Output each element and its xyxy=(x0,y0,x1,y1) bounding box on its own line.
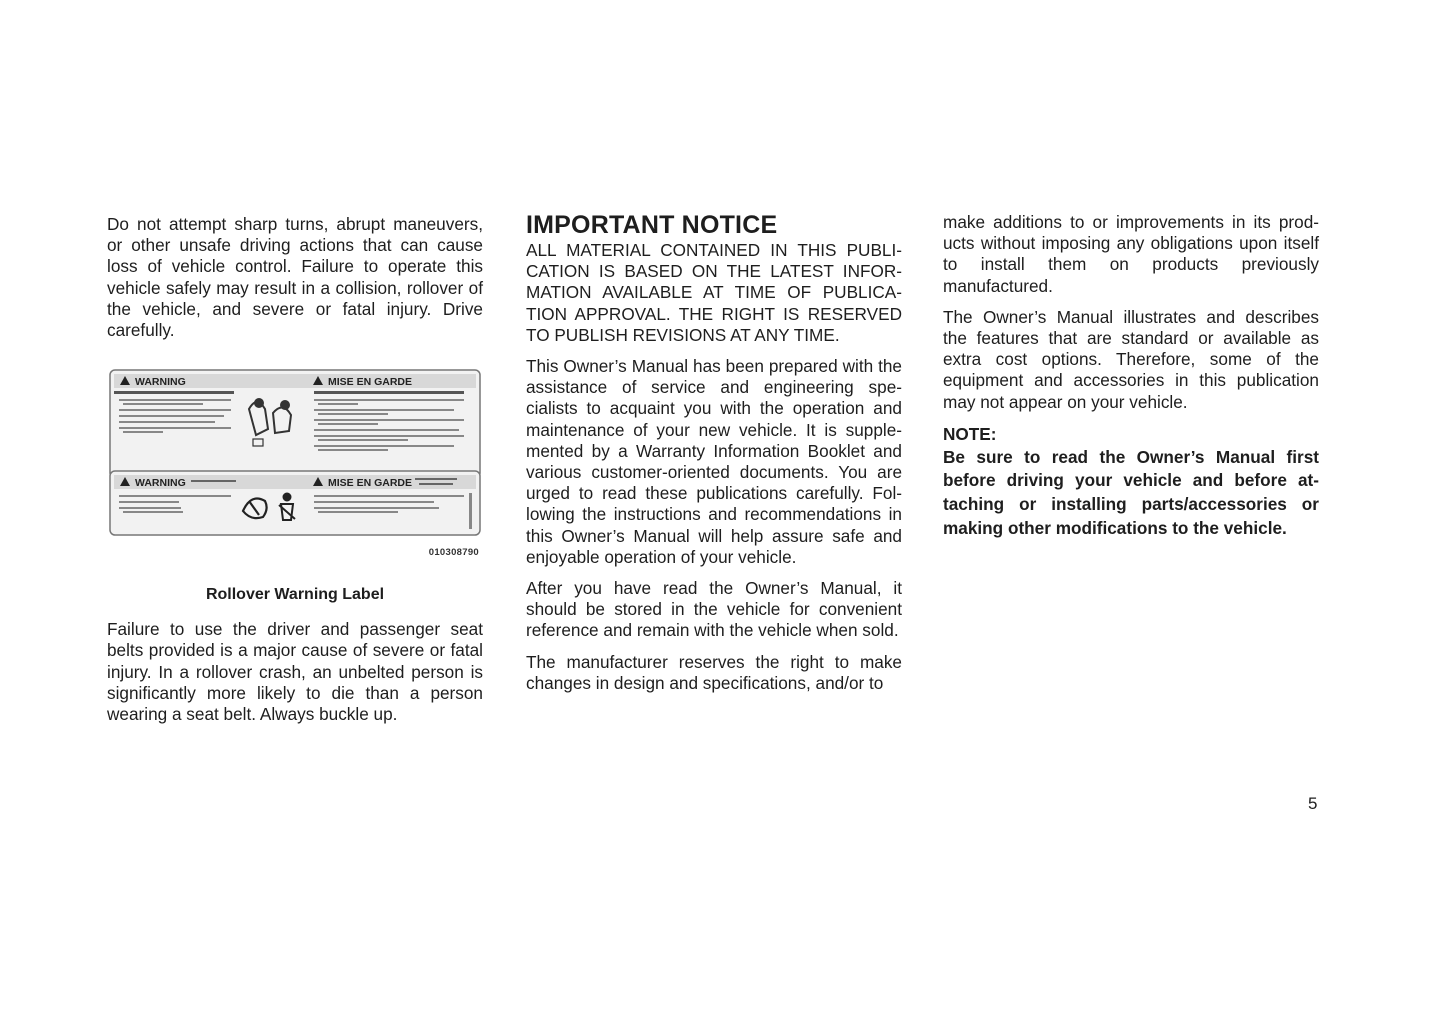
middle-column xyxy=(526,210,902,704)
seat-belt-paragraph: Failure to use the driver and passenger seat belts provided is a major cause of severe or fatal injury. In a rollover crash, an unbelted person is significantly more likely to die than a person wearing a seat belt. Always buckle up. xyxy=(107,619,483,725)
manual-storage-paragraph: After you have read the Owner’s Manual, it should be stored in the vehicle for convenient reference and remain with the vehicle when sold. xyxy=(526,578,902,641)
manual-purpose-paragraph: This Owner’s Manual has been prepared with the assistance of service and engineering spe-cialists to acquaint you with the operation and maintenance of your new vehicle. It is supple-mented by a Warranty Information Booklet and various customer-oriented documents. You are urged to read these publications carefully. Fol-lowing the instructions and recommendations in this Owner’s Manual will help assure safe and enjoyable operation of your vehicle. xyxy=(526,356,902,567)
note-heading: NOTE: xyxy=(943,423,997,444)
figure-code: 010308790 xyxy=(428,547,479,559)
page-number: 5 xyxy=(1308,794,1318,813)
mise-en-garde-header-text-lower: MISE EN GARDE xyxy=(328,477,413,490)
manufacturer-rights-paragraph: The manufacturer reserves the right to make changes in design and specifications, and/or to xyxy=(526,651,902,693)
left-column xyxy=(107,210,483,735)
mise-en-garde-header-text: MISE EN GARDE xyxy=(328,376,413,389)
note-body: Be sure to read the Owner’s Manual first before driving your vehicle and before at-taching or installing parts/accessories or making other modifications to the vehicle. xyxy=(943,446,1319,538)
section-title: IMPORTANT NOTICE xyxy=(526,211,778,239)
warning-header-text: WARNING xyxy=(135,376,186,389)
rollover-warning-label-figure xyxy=(107,369,483,579)
warning-header-text-lower: WARNING xyxy=(135,477,186,490)
figure-caption: Rollover Warning Label xyxy=(205,586,385,604)
continuation-paragraph: make additions to or improvements in its prod-ucts without imposing any obligations upon itself to install them on products previously manufactured. xyxy=(943,212,1319,296)
notice-uppercase-paragraph: ALL MATERIAL CONTAINED IN THIS PUBLI-CATION IS BASED ON THE LATEST INFOR-MATION AVAILABLE AT TIME OF PUBLICA-TION APPROVAL. THE RIGHT IS RESERVED TO PUBLISH REVISIONS AT ANY TIME. xyxy=(526,240,902,345)
features-paragraph: The Owner’s Manual illustrates and describes the features that are standard or available as extra cost options. Therefore, some of the equipment and accessories in this publication may not appear on your vehicle. xyxy=(943,306,1319,412)
driving-caution-paragraph: Do not attempt sharp turns, abrupt maneuvers, or other unsafe driving actions that can cause loss of vehicle control. Failure to operate this vehicle safely may result in a collision, rollover of the vehicle, and severe or fatal injury. Drive carefully. xyxy=(107,214,483,341)
right-column xyxy=(943,210,1319,540)
warning-label-image xyxy=(109,369,481,537)
